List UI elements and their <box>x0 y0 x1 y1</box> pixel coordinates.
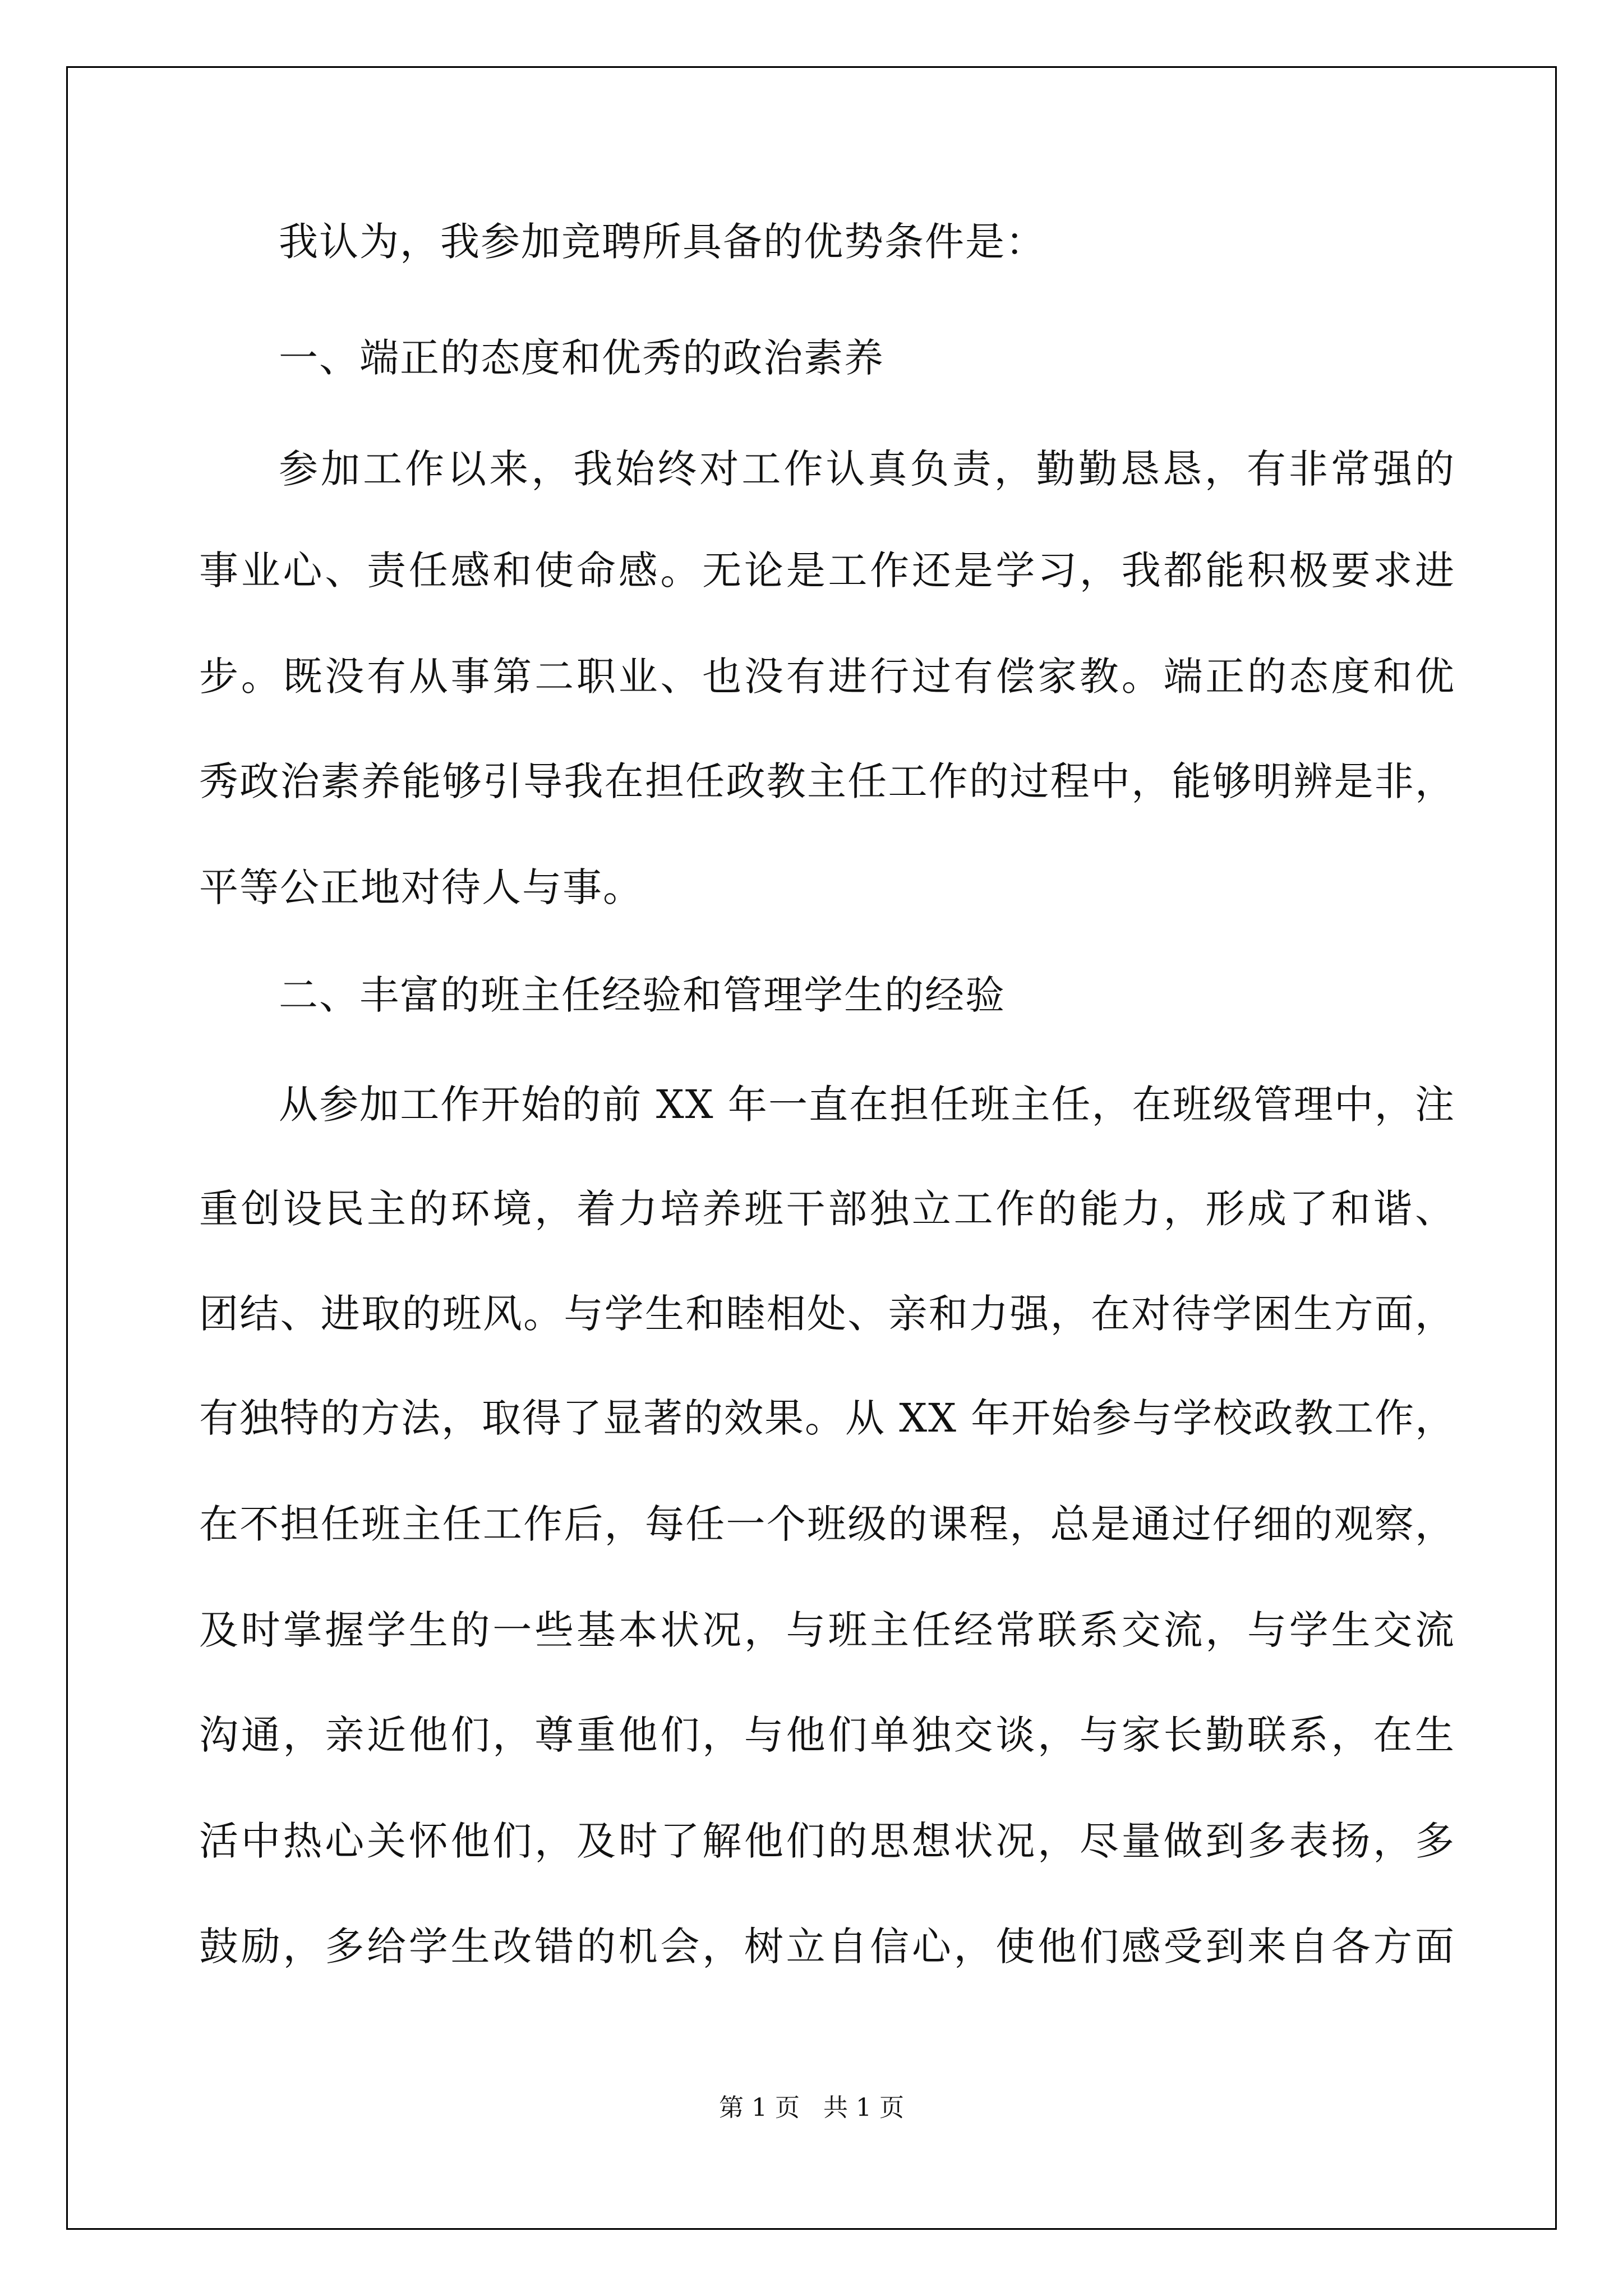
text-line-10: 重创设民主的环境，着力培养班干部独立工作的能力，形成了和谐、 <box>199 1186 1455 1232</box>
text-line-9: 从参加工作开始的前 XX 年一直在担任班主任，在班级管理中，注 <box>279 1082 1455 1128</box>
text-line-11: 团结、进取的班风。与学生和睦相处、亲和力强，在对待学困生方面， <box>199 1291 1455 1337</box>
text-line-17: 鼓励，多给学生改错的机会，树立自信心，使他们感受到来自各方面 <box>199 1924 1455 1970</box>
text-line-1: 我认为，我参加竞聘所具备的优势条件是： <box>279 219 1046 265</box>
text-line-4: 事业心、责任感和使命感。无论是工作还是学习，我都能积极要求进 <box>199 547 1455 593</box>
page-number: 第 1 页 <box>719 2093 800 2122</box>
text-line-15: 沟通，亲近他们，尊重他们，与他们单独交谈，与家长勤联系，在生 <box>199 1712 1455 1758</box>
page-border <box>66 66 1557 2230</box>
text-line-5: 步。既没有从事第二职业、也没有进行过有偿家教。端正的态度和优 <box>199 654 1455 700</box>
text-line-14: 及时掌握学生的一些基本状况，与班主任经常联系交流，与学生交流 <box>199 1607 1455 1653</box>
page-total: 共 1 页 <box>823 2093 904 2122</box>
text-line-12: 有独特的方法，取得了显著的效果。从 XX 年开始参与学校政教工作， <box>199 1395 1455 1441</box>
page-footer <box>0 2091 1623 2125</box>
text-line-6: 秀政治素养能够引导我在担任政教主任工作的过程中，能够明辨是非， <box>199 758 1455 804</box>
text-line-13: 在不担任班主任工作后，每任一个班级的课程，总是通过仔细的观察， <box>199 1501 1455 1547</box>
section-heading-2: 二、丰富的班主任经验和管理学生的经验 <box>279 972 1006 1018</box>
text-line-3: 参加工作以来，我始终对工作认真负责，勤勤恳恳，有非常强的 <box>279 446 1455 492</box>
section-heading-1: 一、端正的态度和优秀的政治素养 <box>279 335 884 381</box>
text-line-16: 活中热心关怀他们，及时了解他们的思想状况，尽量做到多表扬，多 <box>199 1818 1455 1864</box>
text-line-7: 平等公正地对待人与事。 <box>199 864 643 910</box>
